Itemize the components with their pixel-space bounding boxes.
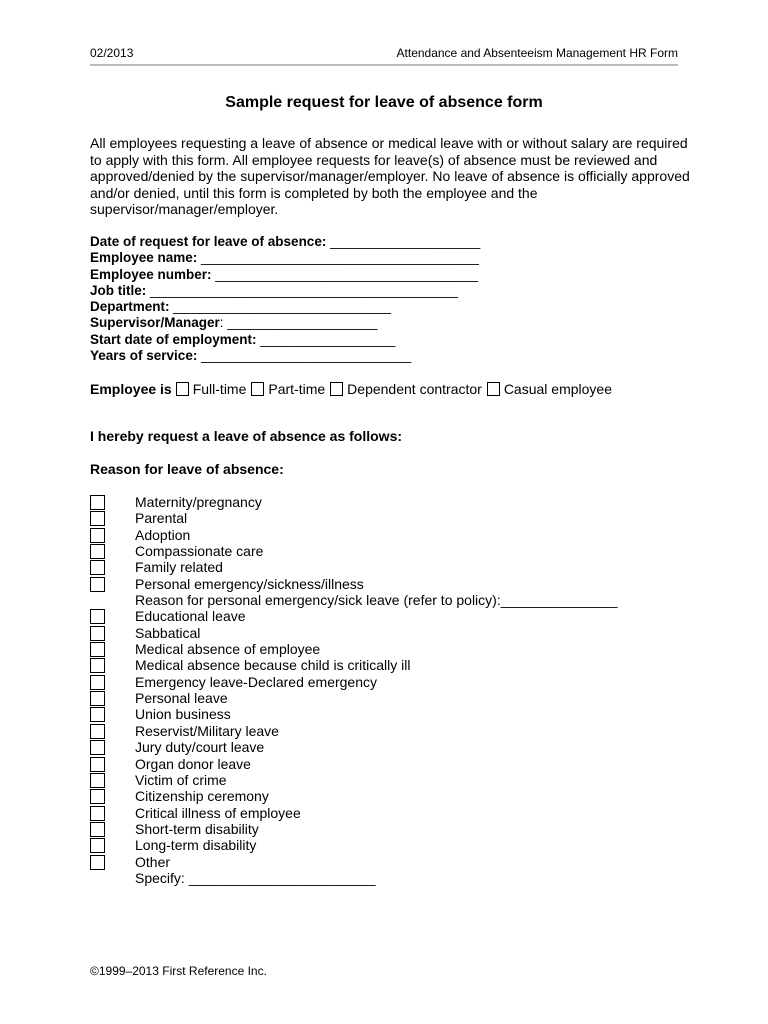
reason-label: Union business (135, 706, 231, 723)
checkbox[interactable] (330, 382, 343, 396)
request-statement: I hereby request a leave of absence as follows: (90, 428, 403, 444)
reason-label: Personal leave (135, 690, 228, 707)
field-label: Years of service: (90, 348, 198, 364)
employee-type-option[interactable] (176, 381, 247, 397)
header-form-name: Attendance and Absenteeism Management HR Form (396, 46, 678, 60)
checkbox[interactable] (90, 675, 105, 690)
reason-label: Emergency leave-Declared emergency (135, 673, 377, 690)
field-blank-line[interactable]: _____________________________________ (197, 250, 479, 266)
field-blank-line[interactable]: _____________________________ (169, 299, 391, 315)
checkbox[interactable] (90, 773, 105, 788)
checkbox[interactable] (487, 382, 500, 396)
reason-label: Long-term disability (135, 837, 257, 854)
option-label: Full-time (192, 381, 247, 397)
reason-label: Citizenship ceremony (135, 788, 269, 805)
form-field[interactable] (90, 315, 480, 331)
intro-paragraph: All employees requesting a leave of absence or medical leave with or without salary are required to apply with this form. All employee requests for leave(s) of absence must be reviewed and approved/denied by the supervisor/manager/employer. No leave of absence is officially approved and/or denied, until this form is completed by both the employee and the supervisor/manager/employer. (90, 135, 690, 217)
reason-label: Short-term disability (135, 820, 259, 837)
field-label: Start date of employment: (90, 331, 257, 347)
checkbox[interactable] (90, 642, 105, 657)
checkbox[interactable] (90, 707, 105, 722)
employee-type-option[interactable] (330, 381, 482, 397)
reason-label: Family related (135, 559, 223, 576)
reason-label: Organ donor leave (135, 755, 251, 772)
page-header (90, 46, 678, 66)
checkbox[interactable] (90, 528, 105, 543)
checkbox[interactable] (90, 724, 105, 739)
field-blank-line[interactable]: ____________________________ (197, 348, 412, 364)
checkbox[interactable] (90, 806, 105, 821)
form-field[interactable] (90, 299, 480, 315)
form-field[interactable] (90, 283, 480, 299)
checkbox[interactable] (90, 838, 105, 853)
field-blank-line[interactable]: _________________________________________ (146, 282, 458, 298)
field-label: Employee name: (90, 250, 198, 266)
field-colon: : (219, 315, 224, 331)
checkbox[interactable] (90, 495, 105, 510)
employee-type-option[interactable] (251, 381, 325, 397)
checkbox[interactable] (90, 511, 105, 526)
checkbox[interactable] (90, 789, 105, 804)
form-field[interactable] (90, 250, 480, 266)
reason-label: Reason for personal emergency/sick leave (refer to policy):_______________ (135, 592, 618, 609)
employee-type-label: Employee is (90, 381, 172, 397)
form-field[interactable] (90, 234, 480, 250)
option-label: Dependent contractor (347, 381, 482, 397)
checkbox[interactable] (90, 609, 105, 624)
reason-label: Jury duty/court leave (135, 739, 265, 756)
employee-type-option[interactable] (487, 381, 612, 397)
reason-label: Reservist/Military leave (135, 722, 279, 739)
field-blank-line[interactable]: ____________________ (223, 315, 378, 331)
employee-type-row (90, 380, 617, 398)
checkbox[interactable] (90, 577, 105, 592)
form-field[interactable] (90, 348, 480, 364)
checkbox[interactable] (90, 658, 105, 673)
checkbox[interactable] (90, 757, 105, 772)
option-label: Part-time (268, 381, 326, 397)
field-blank-line[interactable]: ____________________ (326, 234, 481, 249)
reason-heading: Reason for leave of absence: (90, 461, 284, 477)
checkbox[interactable] (90, 626, 105, 641)
checkbox[interactable] (90, 855, 105, 870)
checkbox[interactable] (90, 560, 105, 575)
copyright-footer: ©1999–2013 First Reference Inc. (90, 964, 267, 978)
reason-label: Critical illness of employee (135, 804, 301, 821)
reason-label: Sabbatical (135, 624, 201, 641)
employee-info-fields (90, 234, 480, 364)
reason-label: Adoption (135, 526, 191, 543)
checkbox[interactable] (90, 822, 105, 837)
checkbox[interactable] (176, 382, 189, 396)
checkbox[interactable] (90, 691, 105, 706)
reason-label: Educational leave (135, 608, 246, 625)
field-label: Job title: (90, 282, 147, 298)
reason-label: Maternity/pregnancy (135, 494, 262, 510)
reason-label: Other (135, 853, 171, 870)
field-label: Supervisor/Manager (90, 315, 220, 331)
header-date: 02/2013 (90, 46, 134, 60)
form-field[interactable] (90, 267, 480, 283)
checkbox[interactable] (251, 382, 264, 396)
checkbox[interactable] (90, 544, 105, 559)
page-title: Sample request for leave of absence form (225, 94, 543, 111)
checkbox[interactable] (90, 740, 105, 755)
field-blank-line[interactable]: __________________ (256, 331, 396, 347)
reason-label: Compassionate care (135, 543, 264, 560)
field-label: Employee number: (90, 266, 212, 282)
reason-label: Parental (135, 510, 188, 527)
reason-label: Medical absence because child is critically ill (135, 657, 411, 674)
reason-label: Medical absence of employee (135, 641, 321, 658)
reason-label: Personal emergency/sickness/illness (135, 575, 364, 592)
field-blank-line[interactable]: ___________________________________ (211, 266, 479, 282)
reason-label: Victim of crime (135, 771, 227, 788)
option-label: Casual employee (503, 381, 612, 397)
field-label: Date of request for leave of absence: (90, 234, 327, 249)
reason-label: Specify: ________________________ (135, 869, 376, 886)
form-field[interactable] (90, 332, 480, 348)
field-label: Department: (90, 299, 170, 315)
